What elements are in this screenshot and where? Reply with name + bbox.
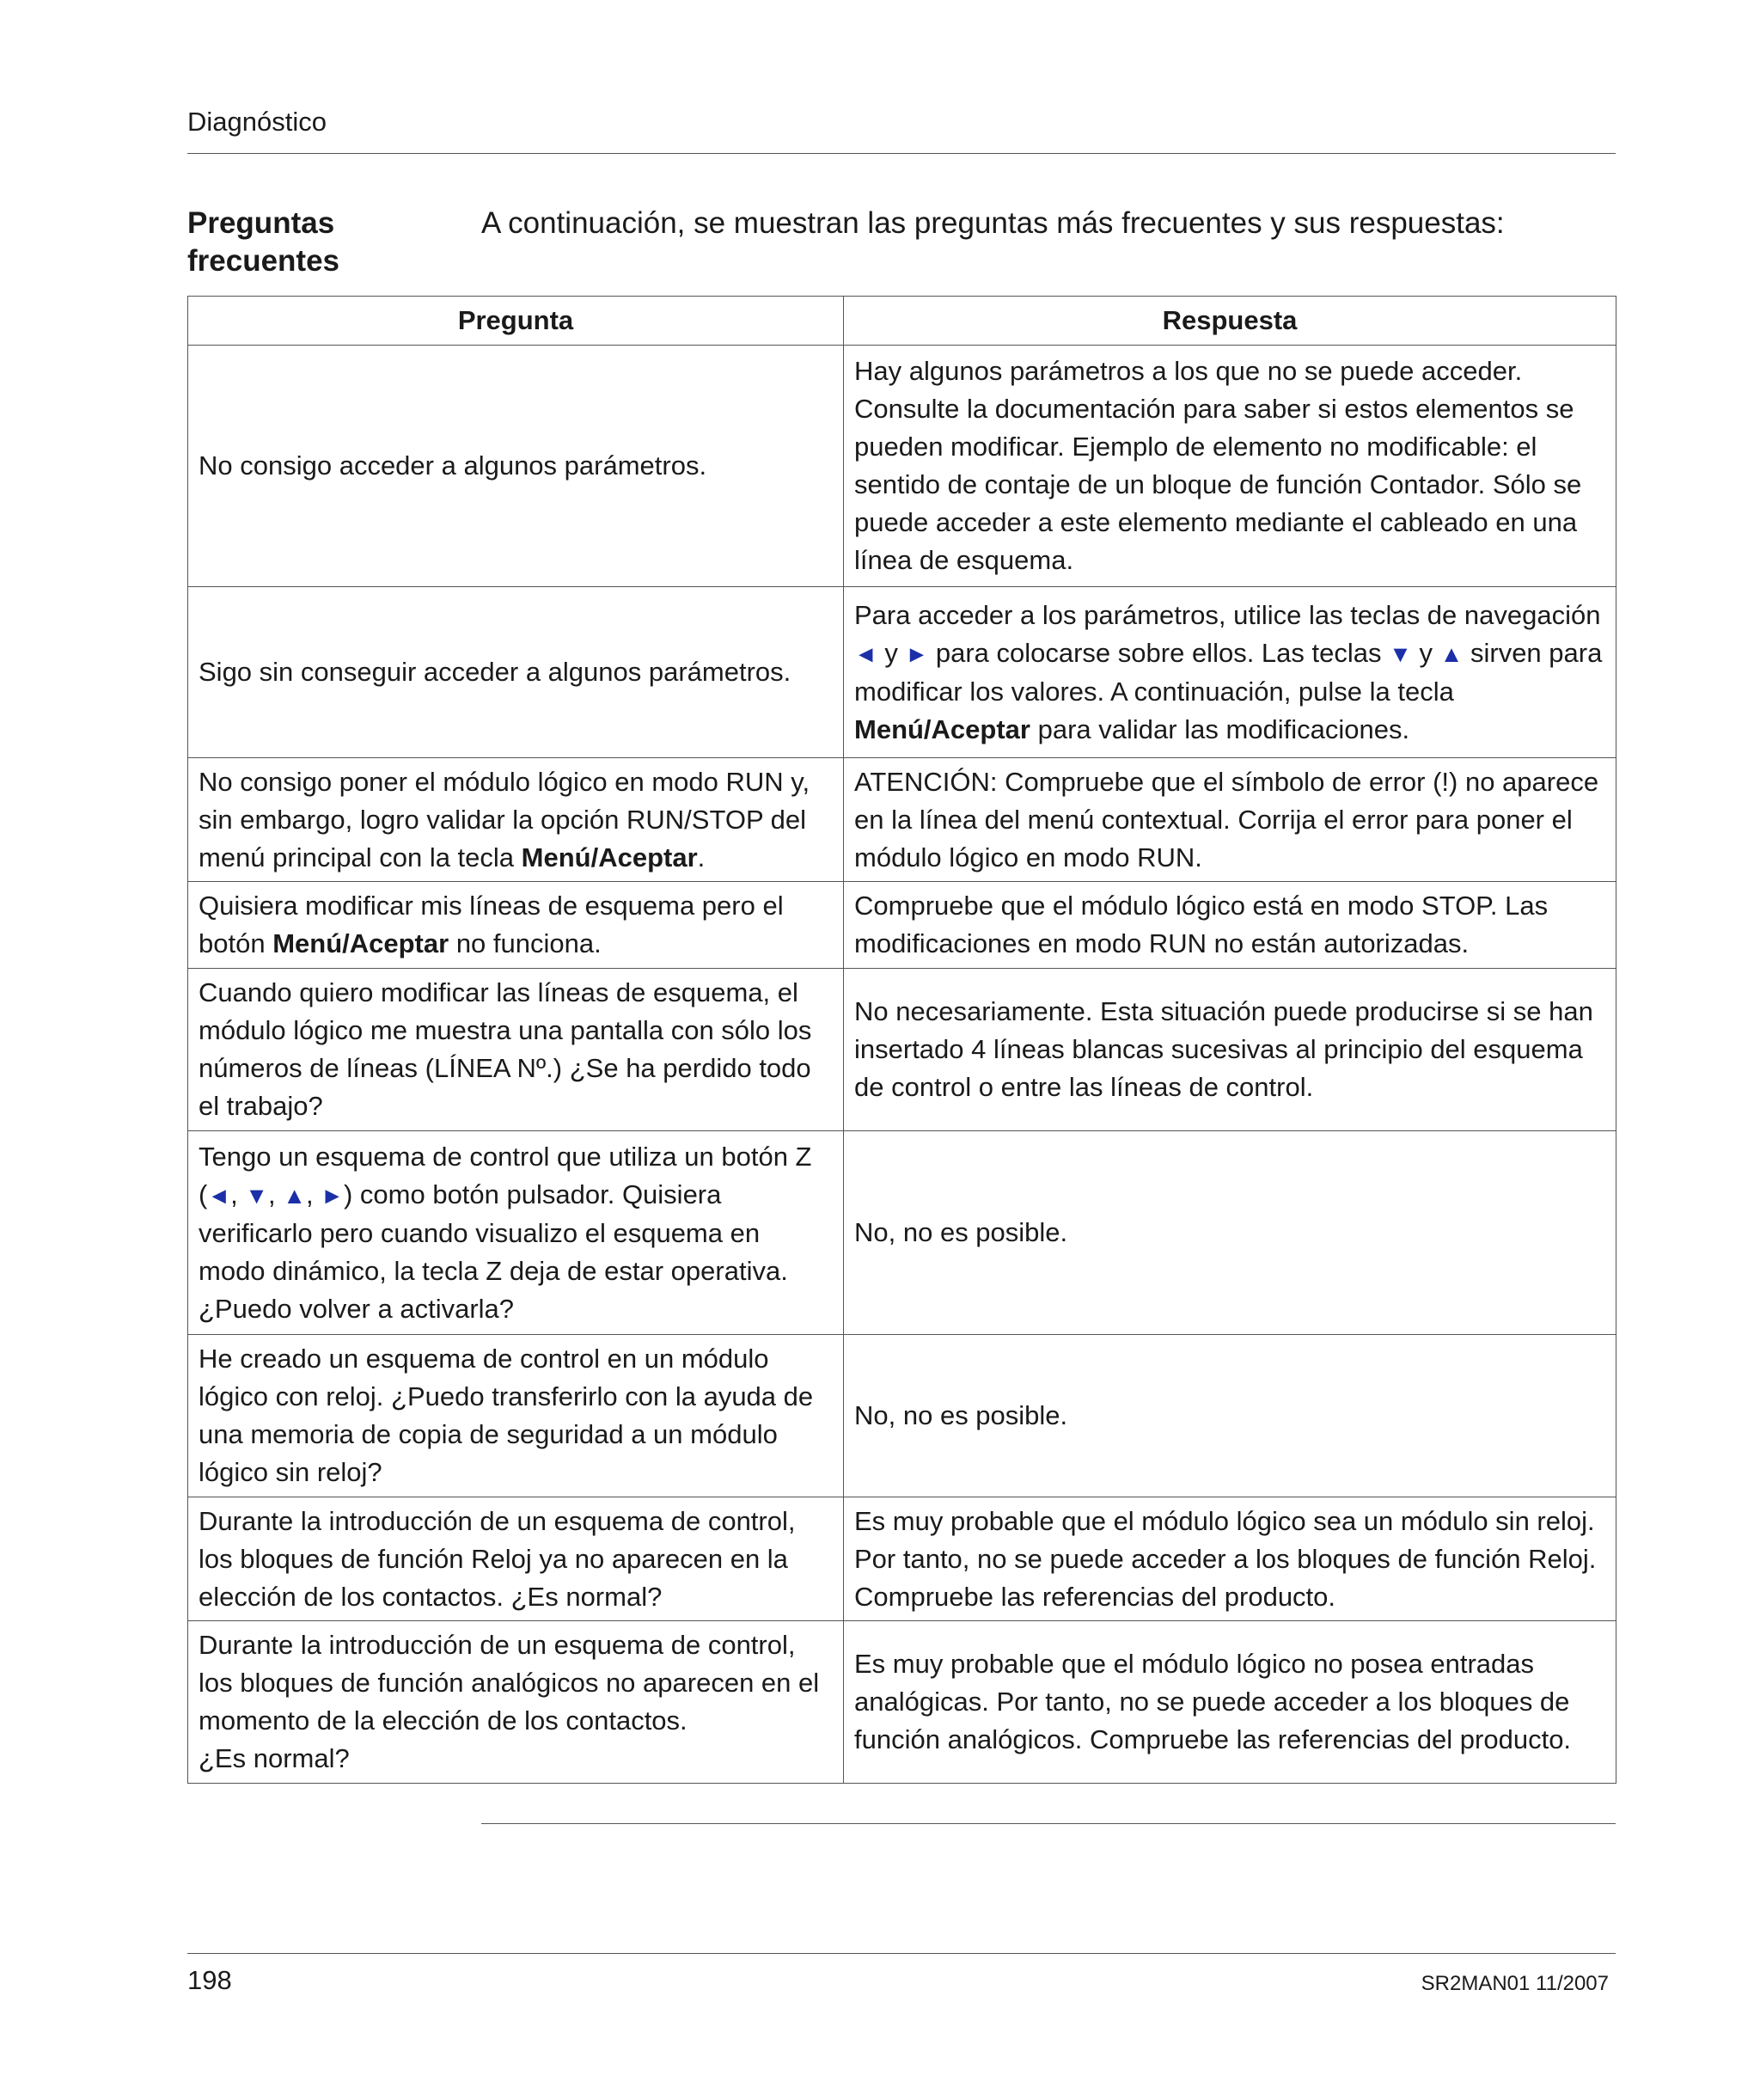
table-row xyxy=(188,587,1616,758)
menu-aceptar-key-label: Menú/Aceptar xyxy=(854,713,1030,744)
table-row xyxy=(188,758,1616,882)
question-cell: Sigo sin conseguir acceder a algunos parámetros. xyxy=(188,587,844,758)
answer-cell xyxy=(844,587,1616,758)
question-cell xyxy=(188,882,844,969)
table-row xyxy=(188,969,1616,1131)
answer-cell: Es muy probable que el módulo lógico sea un módulo sin reloj. Por tanto, no se puede acceder a los bloques de función Reloj. Compruebe las referencias del producto. xyxy=(844,1497,1616,1621)
question-cell xyxy=(188,1131,844,1335)
answer-text: para validar las modificaciones. xyxy=(1037,713,1410,744)
down-arrow-icon: ▼ xyxy=(245,1182,269,1209)
question-text: ) como botón pulsador. Quisiera verificarlo pero cuando visualizo el esquema en modo dinámico, la tecla Z deja de estar operativa. ¿Puedo volver a activarla? xyxy=(199,1179,788,1324)
question-cell xyxy=(188,1621,844,1784)
table-row xyxy=(188,1621,1616,1784)
question-text: Tengo un esquema de control que utiliza un botón Z ( xyxy=(199,1141,812,1209)
answer-text: sirven para modificar los valores. A continuación, pulse la tecla xyxy=(854,637,1603,707)
separator: , xyxy=(306,1179,321,1209)
answer-text: para colocarse sobre ellos. Las teclas xyxy=(935,637,1382,668)
question-cell: He creado un esquema de control en un módulo lógico con reloj. ¿Puedo transferirlo con la ayuda de una memoria de copia de seguridad a un módulo lógico sin reloj? xyxy=(188,1335,844,1497)
column-header-question: Pregunta xyxy=(188,297,844,346)
question-cell: No consigo acceder a algunos parámetros. xyxy=(188,346,844,587)
right-arrow-icon: ► xyxy=(321,1182,344,1209)
table-row xyxy=(188,1131,1616,1335)
section-intro: A continuación, se muestran las preguntas más frecuentes y sus respuestas: xyxy=(481,206,1505,240)
up-arrow-icon: ▲ xyxy=(283,1182,306,1209)
question-text: Quisiera modificar mis líneas de esquema pero el botón xyxy=(199,891,784,958)
question-cell: Cuando quiero modificar las líneas de esquema, el módulo lógico me muestra una pantalla con sólo los números de líneas (LÍNEA Nº.) ¿Se ha perdido todo el trabajo? xyxy=(188,969,844,1131)
table-row xyxy=(188,1335,1616,1497)
table-row xyxy=(188,882,1616,969)
table-row xyxy=(188,346,1616,587)
table-header-row xyxy=(188,297,1616,346)
answer-cell: No necesariamente. Esta situación puede producirse si se han insertado 4 líneas blancas sucesivas al principio del esquema de control o entre las líneas de control. xyxy=(844,969,1616,1131)
question-text: Durante la introducción de un esquema de control, los bloques de función analógicos no aparecen en el momento de la elección de los contactos. xyxy=(199,1630,820,1736)
left-arrow-icon: ◄ xyxy=(207,1182,231,1209)
answer-text: Para acceder a los parámetros, utilice las teclas de navegación xyxy=(854,599,1601,630)
section-title-line1: Preguntas xyxy=(187,206,335,240)
answer-cell: Compruebe que el módulo lógico está en modo STOP. Las modificaciones en modo RUN no están autorizadas. xyxy=(844,882,1616,969)
page-number: 198 xyxy=(187,1965,232,1995)
answer-cell: ATENCIÓN: Compruebe que el símbolo de error (!) no aparece en la línea del menú contextual. Corrija el error para poner el módulo lógico en modo RUN. xyxy=(844,758,1616,882)
faq-table xyxy=(187,296,1616,1784)
question-text: ¿Es normal? xyxy=(199,1743,350,1773)
header-rule xyxy=(187,153,1616,154)
menu-aceptar-key-label: Menú/Aceptar xyxy=(521,842,698,872)
separator: , xyxy=(230,1179,246,1209)
footer-rule xyxy=(187,1953,1616,1954)
question-text: No consigo poner el módulo lógico en modo RUN y, sin embargo, logro validar la opción RUN/STOP del menú principal con la tecla xyxy=(199,766,810,872)
section-end-rule xyxy=(481,1823,1616,1824)
answer-cell: No, no es posible. xyxy=(844,1131,1616,1335)
answer-text: y xyxy=(1419,637,1433,668)
question-text: . xyxy=(697,842,706,872)
running-header: Diagnóstico xyxy=(187,107,327,137)
down-arrow-icon: ▼ xyxy=(1389,640,1412,667)
section-title-line2: frecuentes xyxy=(187,244,340,278)
answer-cell: No, no es posible. xyxy=(844,1335,1616,1497)
section-title xyxy=(187,205,339,280)
document-reference: SR2MAN01 11/2007 xyxy=(1421,1972,1609,1995)
question-text: no funciona. xyxy=(455,928,602,958)
separator: , xyxy=(268,1179,284,1209)
column-header-answer: Respuesta xyxy=(844,297,1616,346)
up-arrow-icon: ▲ xyxy=(1439,640,1464,667)
right-arrow-icon: ► xyxy=(905,640,929,667)
table-row xyxy=(188,1497,1616,1621)
menu-aceptar-key-label: Menú/Aceptar xyxy=(272,928,449,958)
answer-text: y xyxy=(884,637,898,668)
question-cell xyxy=(188,758,844,882)
answer-cell: Hay algunos parámetros a los que no se puede acceder. Consulte la documentación para saber si estos elementos se pueden modificar. Ejemplo de elemento no modificable: el sentido de contaje de un bloque de función Contador. Sólo se puede acceder a este elemento mediante el cableado en una línea de esquema. xyxy=(844,346,1616,587)
answer-cell: Es muy probable que el módulo lógico no posea entradas analógicas. Por tanto, no se puede acceder a los bloques de función analógicos. Compruebe las referencias del producto. xyxy=(844,1621,1616,1784)
question-cell: Durante la introducción de un esquema de control, los bloques de función Reloj ya no aparecen en la elección de los contactos. ¿Es normal? xyxy=(188,1497,844,1621)
left-arrow-icon: ◄ xyxy=(854,640,877,667)
